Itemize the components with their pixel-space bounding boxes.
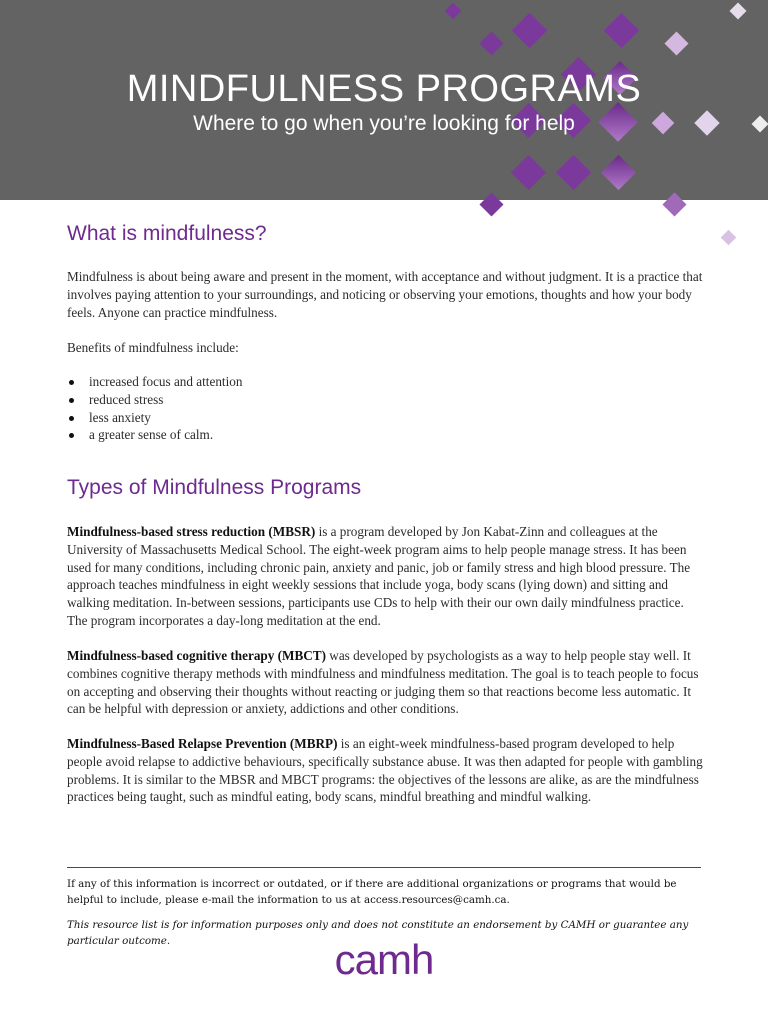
footer-note: If any of this information is incorrect or outdated, or if there are additional organizations or programs that would be helpful to include, please e-mail the information to us at access.resources@camh.ca. [67, 878, 677, 906]
program-name: Mindfulness-Based Relapse Prevention (MBRP) [67, 736, 338, 751]
decorative-diamond [721, 230, 737, 246]
decorative-diamond [512, 13, 547, 48]
list-item: reduced stress [67, 391, 242, 409]
program-paragraph-mbrp [67, 735, 707, 806]
program-description: is an eight-week mindfulness-based program developed to help people avoid relapse to addictive behaviours, specifically substance abuse. It was then adapted for people with gambling problems. It is similar to the MBSR and MBCT programs: the objectives of the lessons are alike, as are the mindfulness practices being taught, such as mindful eating, body scans, mindful breathing and mindful walking. [67, 736, 703, 805]
benefits-lead: Benefits of mindfulness include: [67, 340, 239, 355]
decorative-diamond [604, 13, 639, 48]
decorative-diamond [556, 155, 591, 190]
decorative-diamond [479, 31, 503, 55]
program-name: Mindfulness-based stress reduction (MBSR) [67, 524, 316, 539]
program-name: Mindfulness-based cognitive therapy (MBCT) [67, 648, 326, 663]
page-subtitle: Where to go when you’re looking for help [193, 112, 575, 135]
section-heading-types: Types of Mindfulness Programs [67, 476, 362, 499]
program-paragraph-mbsr [67, 523, 707, 630]
list-item: less anxiety [67, 409, 242, 427]
list-item: a greater sense of calm. [67, 426, 242, 444]
decorative-diamond [601, 155, 636, 190]
program-paragraph-mbct [67, 647, 707, 718]
program-description: is a program developed by Jon Kabat-Zinn and colleagues at the University of Massachusetts Medical School. The eight-week program aims to help people manage stress. It has been used for many conditions, including chronic pain, anxiety and panic, job or family stress and high blood pressure. The approach teaches mindfulness in eight weekly sessions that include yoga, body scans (lying down) and sitting and walking meditation. In-between sessions, participants use CDs to help with their our own daily mindfulness practice. The program incorporates a day-long meditation at the end. [67, 524, 691, 628]
decorative-diamond [445, 3, 462, 20]
decorative-diamond [730, 3, 747, 20]
section-heading-what-is-mindfulness: What is mindfulness? [67, 222, 267, 245]
footer-divider [67, 867, 701, 868]
decorative-diamond [664, 31, 688, 55]
decorative-diamond [511, 155, 546, 190]
benefits-list [67, 373, 242, 444]
page-title: MINDFULNESS PROGRAMS [126, 68, 642, 110]
list-item: increased focus and attention [67, 373, 242, 391]
header-banner [0, 0, 768, 200]
program-description: was developed by psychologists as a way to help people stay well. It combines cognitive therapy methods with mindfulness and mindfulness meditation. The goal is to teach people to focus on accepting and observing their thoughts without reacting or judging them so that reactions become less automatic. It can be helpful with depression or anxiety, addictions and other conditions. [67, 648, 699, 717]
intro-paragraph: Mindfulness is about being aware and present in the moment, with acceptance and without judgment. It is a practice that involves paying attention to your surroundings, and noticing or observing your emotions, thoughts and how your body feels. Anyone can practice mindfulness. [67, 269, 703, 320]
footer-disclaimer: This resource list is for information purposes only and does not constitute an endorsement by CAMH or guarantee any particular outcome. [67, 919, 689, 947]
camh-logo: camh [334, 936, 434, 983]
